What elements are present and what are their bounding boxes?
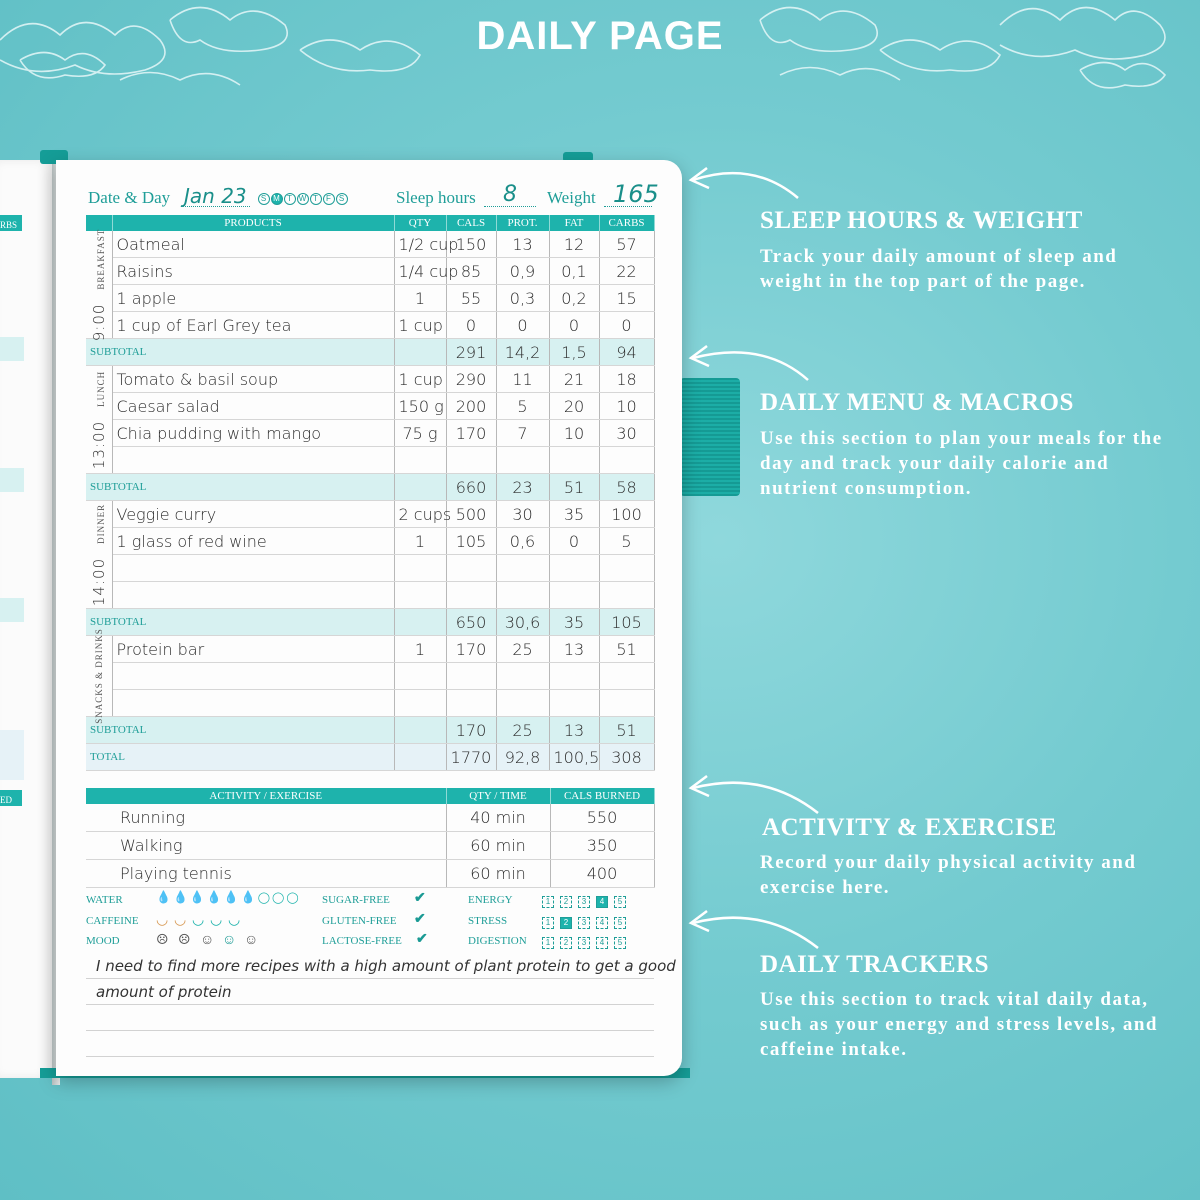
- value-cell[interactable]: [496, 447, 549, 474]
- stress-scale[interactable]: [542, 917, 632, 929]
- value-cell[interactable]: [394, 663, 446, 690]
- activity-cell[interactable]: Running: [86, 804, 446, 832]
- left-page-band: [0, 730, 24, 780]
- col-header-qty: QTY: [394, 215, 446, 231]
- caffeine-label: CAFFEINE: [86, 915, 139, 927]
- annotation-text-sleep: Track your daily amount of sleep and weight in the top part of the page.: [760, 246, 1118, 292]
- value-cell[interactable]: 75 g: [394, 420, 446, 447]
- mood-face-icon[interactable]: ☺: [244, 933, 261, 948]
- subtotal-value[interactable]: 1,5: [549, 339, 599, 366]
- food-row: [86, 663, 654, 690]
- food-row: [86, 447, 654, 474]
- subtotal-row: [86, 339, 654, 366]
- activity-value[interactable]: 550: [550, 804, 654, 832]
- activity-cell[interactable]: Playing tennis: [86, 860, 446, 888]
- value-cell[interactable]: 100: [599, 501, 654, 528]
- scale-box[interactable]: 4: [596, 937, 608, 949]
- value-cell[interactable]: 0: [446, 312, 496, 339]
- energy-scale[interactable]: [542, 896, 632, 908]
- value-cell[interactable]: 0,1: [549, 258, 599, 285]
- sugar-free-label: SUGAR-FREE: [322, 894, 390, 906]
- value-cell[interactable]: [599, 555, 654, 582]
- scale-box[interactable]: 3: [578, 917, 590, 929]
- total-value[interactable]: 308: [599, 744, 654, 771]
- subtotal-value[interactable]: 660: [446, 474, 496, 501]
- notes-line-2[interactable]: amount of protein: [96, 983, 232, 1001]
- subtotal-value[interactable]: 25: [496, 717, 549, 744]
- meal-side-label: [86, 628, 112, 724]
- weekday-5[interactable]: F: [323, 193, 335, 205]
- value-cell[interactable]: 1: [394, 528, 446, 555]
- water-drop-icon[interactable]: 💧: [240, 890, 258, 904]
- scale-box[interactable]: 4: [596, 917, 608, 929]
- left-page-header-bar: RBS: [0, 215, 22, 231]
- product-cell[interactable]: 1 glass of red wine: [112, 528, 394, 555]
- subtotal-row: [86, 609, 654, 636]
- col-header-carbs: CARBS: [599, 215, 654, 231]
- weekday-1[interactable]: M: [271, 193, 283, 205]
- notes-line: [86, 1056, 654, 1057]
- product-cell[interactable]: Caesar salad: [112, 393, 394, 420]
- activity-value[interactable]: 60 min: [446, 832, 550, 860]
- water-drop-icon[interactable]: ◯: [272, 892, 287, 904]
- scale-box[interactable]: 5: [614, 937, 626, 949]
- value-cell[interactable]: 0: [549, 312, 599, 339]
- value-cell[interactable]: 30: [599, 420, 654, 447]
- lactose-free-check-icon[interactable]: ✔: [416, 932, 428, 947]
- notes-line: [86, 978, 654, 979]
- value-cell[interactable]: 21: [549, 366, 599, 393]
- activity-row: [86, 860, 654, 888]
- total-label: TOTAL: [86, 744, 394, 771]
- annotation-text-trackers: Use this section to track vital daily data, such as your energy and stress levels, and caffeine intake.: [760, 989, 1158, 1060]
- total-qty-cell: [394, 744, 446, 771]
- left-page-band: [0, 598, 24, 622]
- value-cell[interactable]: 290: [446, 366, 496, 393]
- product-cell[interactable]: [112, 663, 394, 690]
- total-row: [86, 744, 654, 771]
- weekday-selector[interactable]: [258, 193, 349, 205]
- value-cell[interactable]: 1/2 cup: [394, 231, 446, 258]
- scale-box[interactable]: 3: [578, 896, 590, 908]
- subtotal-value[interactable]: 23: [496, 474, 549, 501]
- scale-box[interactable]: 2: [560, 937, 572, 949]
- caffeine-tracker[interactable]: [156, 912, 246, 929]
- value-cell[interactable]: 51: [599, 636, 654, 663]
- product-cell[interactable]: Chia pudding with mango: [112, 420, 394, 447]
- water-drop-icon[interactable]: 💧: [156, 890, 173, 904]
- value-cell[interactable]: 170: [446, 420, 496, 447]
- value-cell[interactable]: [549, 690, 599, 717]
- subtotal-value[interactable]: 291: [446, 339, 496, 366]
- value-cell[interactable]: [446, 555, 496, 582]
- subtotal-value[interactable]: 30,6: [496, 609, 549, 636]
- arrow-icon: [683, 158, 803, 208]
- meal-time: 14:00: [89, 557, 108, 606]
- value-cell[interactable]: 85: [446, 258, 496, 285]
- value-cell[interactable]: 7: [496, 420, 549, 447]
- value-cell[interactable]: 10: [549, 420, 599, 447]
- meal-name: DINNER: [95, 503, 106, 544]
- coffee-cup-icon[interactable]: ◡: [174, 913, 189, 928]
- date-value[interactable]: Jan 23: [184, 184, 247, 208]
- mood-face-icon[interactable]: ☹: [156, 933, 171, 948]
- activity-value[interactable]: 60 min: [446, 860, 550, 888]
- value-cell[interactable]: 5: [496, 393, 549, 420]
- mood-face-icon[interactable]: ☹: [178, 933, 193, 948]
- gluten-free-check-icon[interactable]: ✔: [414, 912, 426, 927]
- page-title: DAILY PAGE: [476, 14, 724, 58]
- value-cell[interactable]: 170: [446, 636, 496, 663]
- value-cell[interactable]: [496, 582, 549, 609]
- product-cell[interactable]: Tomato & basil soup: [112, 366, 394, 393]
- value-cell[interactable]: 1 cup: [394, 312, 446, 339]
- food-row: [86, 528, 654, 555]
- notes-line-1[interactable]: I need to find more recipes with a high amount of plant protein to get a good: [96, 957, 676, 975]
- value-cell[interactable]: [599, 582, 654, 609]
- product-cell[interactable]: [112, 582, 394, 609]
- mood-face-icon[interactable]: ☺: [200, 933, 217, 948]
- water-drop-icon[interactable]: 💧: [172, 890, 190, 904]
- value-cell[interactable]: 13: [496, 231, 549, 258]
- value-cell[interactable]: [549, 447, 599, 474]
- weekday-0[interactable]: S: [258, 193, 270, 205]
- value-cell[interactable]: 0: [496, 312, 549, 339]
- digestion-scale[interactable]: [542, 937, 632, 949]
- digestion-label: DIGESTION: [468, 935, 527, 947]
- lactose-free-label: LACTOSE-FREE: [322, 935, 402, 947]
- food-log-table: [86, 215, 655, 771]
- value-cell[interactable]: 15: [599, 285, 654, 312]
- activity-col-header: ACTIVITY / EXERCISE: [86, 788, 446, 804]
- value-cell[interactable]: 0,3: [496, 285, 549, 312]
- product-cell[interactable]: Protein bar: [112, 636, 394, 663]
- activity-value[interactable]: 350: [550, 832, 654, 860]
- value-cell[interactable]: 35: [549, 501, 599, 528]
- value-cell[interactable]: 0,2: [549, 285, 599, 312]
- meal-time: 13:00: [89, 420, 108, 469]
- value-cell[interactable]: 22: [599, 258, 654, 285]
- food-row: [86, 285, 654, 312]
- coffee-cup-icon[interactable]: ◡: [192, 913, 207, 928]
- energy-label: ENERGY: [468, 894, 513, 906]
- food-row: [86, 501, 654, 528]
- coffee-cup-icon[interactable]: ◡: [210, 913, 225, 928]
- subtotal-value[interactable]: 94: [599, 339, 654, 366]
- col-header-cals: CALS: [446, 215, 496, 231]
- subtotal-label: SUBTOTAL: [86, 717, 394, 744]
- arrow-icon: [683, 768, 823, 818]
- weekday-2[interactable]: T: [284, 193, 296, 205]
- value-cell[interactable]: 12: [549, 231, 599, 258]
- mood-face-icon[interactable]: ☺: [222, 933, 239, 948]
- sugar-free-check-icon[interactable]: ✔: [414, 891, 426, 906]
- value-cell[interactable]: 150 g: [394, 393, 446, 420]
- date-underline: [182, 206, 250, 207]
- food-row: [86, 258, 654, 285]
- water-drop-icon[interactable]: 💧: [206, 890, 224, 904]
- subtotal-value[interactable]: 51: [549, 474, 599, 501]
- weight-label: Weight: [547, 188, 596, 207]
- food-row: [86, 690, 654, 717]
- water-label: WATER: [86, 894, 123, 906]
- total-value[interactable]: 92,8: [496, 744, 549, 771]
- activity-cell[interactable]: Walking: [86, 832, 446, 860]
- total-value[interactable]: 1770: [446, 744, 496, 771]
- value-cell[interactable]: 55: [446, 285, 496, 312]
- water-drop-icon[interactable]: ◯: [257, 892, 273, 904]
- product-cell[interactable]: Raisins: [112, 258, 394, 285]
- value-cell[interactable]: [496, 690, 549, 717]
- subtotal-qty-cell: [394, 339, 446, 366]
- scale-box[interactable]: 1: [542, 917, 554, 929]
- activity-value[interactable]: 40 min: [446, 804, 550, 832]
- subtotal-qty-cell: [394, 474, 446, 501]
- subtotal-qty-cell: [394, 717, 446, 744]
- meal-name: SNACKS & DRINKS: [93, 628, 104, 724]
- meal-name: BREAKFAST: [95, 228, 106, 290]
- water-drop-icon[interactable]: 💧: [223, 890, 241, 904]
- date-label: Date & Day: [88, 188, 171, 207]
- value-cell[interactable]: 1/4 cup: [394, 258, 446, 285]
- left-page-edge: [0, 160, 53, 1078]
- value-cell[interactable]: [549, 555, 599, 582]
- food-row: [86, 366, 654, 393]
- value-cell[interactable]: 0: [549, 528, 599, 555]
- value-cell[interactable]: 0: [599, 312, 654, 339]
- qty-time-col-header: QTY / TIME: [446, 788, 550, 804]
- subtotal-value[interactable]: 35: [549, 609, 599, 636]
- value-cell[interactable]: 11: [496, 366, 549, 393]
- value-cell[interactable]: 2 cups: [394, 501, 446, 528]
- activity-value[interactable]: 400: [550, 860, 654, 888]
- weight-value[interactable]: 165: [613, 180, 659, 208]
- scale-box[interactable]: 2: [560, 896, 572, 908]
- daily-page: [56, 160, 682, 1076]
- food-row: [86, 555, 654, 582]
- activity-table: [86, 788, 655, 888]
- coffee-cup-icon[interactable]: ◡: [156, 913, 171, 928]
- meal-side-label: [86, 501, 112, 609]
- elastic-band-closure: [680, 378, 740, 496]
- scale-box[interactable]: 2: [560, 917, 572, 929]
- subtotal-value[interactable]: 13: [549, 717, 599, 744]
- col-header-prot: PROT.: [496, 215, 549, 231]
- total-value[interactable]: 100,5: [549, 744, 599, 771]
- value-cell[interactable]: 1 cup: [394, 366, 446, 393]
- food-row: [86, 231, 654, 258]
- meal-name: LUNCH: [95, 370, 106, 407]
- value-cell[interactable]: 13: [549, 636, 599, 663]
- scale-box[interactable]: 4: [596, 896, 608, 908]
- subtotal-value[interactable]: 105: [599, 609, 654, 636]
- product-cell[interactable]: 1 apple: [112, 285, 394, 312]
- water-drop-icon[interactable]: ◯: [286, 892, 301, 904]
- col-header-products: PRODUCTS: [112, 215, 394, 231]
- scale-box[interactable]: 3: [578, 937, 590, 949]
- food-row: [86, 582, 654, 609]
- value-cell[interactable]: [599, 663, 654, 690]
- value-cell[interactable]: [446, 663, 496, 690]
- value-cell[interactable]: 18: [599, 366, 654, 393]
- col-header-fat: FAT: [549, 215, 599, 231]
- arrow-icon: [683, 903, 823, 953]
- mood-label: MOOD: [86, 935, 120, 947]
- value-cell[interactable]: 10: [599, 393, 654, 420]
- scale-box[interactable]: 1: [542, 937, 554, 949]
- product-cell[interactable]: [112, 447, 394, 474]
- value-cell[interactable]: 20: [549, 393, 599, 420]
- value-cell[interactable]: 30: [496, 501, 549, 528]
- annotation-heading-activity: ACTIVITY & EXERCISE: [762, 814, 1057, 841]
- product-cell[interactable]: [112, 555, 394, 582]
- weekday-3[interactable]: W: [298, 194, 308, 203]
- value-cell[interactable]: 5: [599, 528, 654, 555]
- meal-time: 9:00: [89, 303, 108, 341]
- food-table-header: [86, 215, 654, 231]
- value-cell[interactable]: 150: [446, 231, 496, 258]
- scale-box[interactable]: 5: [614, 896, 626, 908]
- value-cell[interactable]: 1: [394, 636, 446, 663]
- annotation-text-menu: Use this section to plan your meals for the day and track your daily calorie and nutrient consumption.: [760, 428, 1163, 499]
- value-cell[interactable]: 200: [446, 393, 496, 420]
- product-cell[interactable]: 1 cup of Earl Grey tea: [112, 312, 394, 339]
- value-cell[interactable]: 0,9: [496, 258, 549, 285]
- value-cell[interactable]: 0,6: [496, 528, 549, 555]
- subtotal-value[interactable]: 58: [599, 474, 654, 501]
- food-row: [86, 420, 654, 447]
- mood-tracker[interactable]: [156, 932, 266, 949]
- meal-side-label: [86, 366, 112, 474]
- notes-line: [86, 1004, 654, 1005]
- value-cell[interactable]: [446, 447, 496, 474]
- food-row: [86, 636, 654, 663]
- value-cell[interactable]: 105: [446, 528, 496, 555]
- subtotal-label: SUBTOTAL: [86, 474, 394, 501]
- value-cell[interactable]: [446, 690, 496, 717]
- scale-box[interactable]: 5: [614, 917, 626, 929]
- subtotal-value[interactable]: 51: [599, 717, 654, 744]
- value-cell[interactable]: [394, 582, 446, 609]
- value-cell[interactable]: [394, 447, 446, 474]
- weekday-6[interactable]: S: [336, 193, 348, 205]
- value-cell[interactable]: 57: [599, 231, 654, 258]
- subtotal-label: SUBTOTAL: [86, 609, 394, 636]
- annotation-heading-trackers: DAILY TRACKERS: [760, 951, 990, 978]
- cals-burned-col-header: CALS BURNED: [550, 788, 654, 804]
- subtotal-label: SUBTOTAL: [86, 339, 394, 366]
- scale-box[interactable]: 1: [542, 896, 554, 908]
- value-cell[interactable]: [394, 690, 446, 717]
- value-cell[interactable]: [599, 447, 654, 474]
- subtotal-value[interactable]: 14,2: [496, 339, 549, 366]
- product-cell[interactable]: [112, 690, 394, 717]
- subtotal-qty-cell: [394, 609, 446, 636]
- subtotal-row: [86, 717, 654, 744]
- left-page-activity-bar: ED: [0, 790, 22, 806]
- value-cell[interactable]: [496, 555, 549, 582]
- value-cell[interactable]: [599, 690, 654, 717]
- food-row: [86, 312, 654, 339]
- meal-side-label: [86, 228, 112, 341]
- product-cell[interactable]: Veggie curry: [112, 501, 394, 528]
- subtotal-value[interactable]: 170: [446, 717, 496, 744]
- arrow-icon: [683, 338, 813, 388]
- value-cell[interactable]: [496, 663, 549, 690]
- gluten-free-label: GLUTEN-FREE: [322, 915, 397, 927]
- sleep-label: Sleep hours: [396, 188, 476, 207]
- activity-row: [86, 832, 654, 860]
- sleep-value[interactable]: 8: [503, 182, 517, 207]
- value-cell[interactable]: [549, 582, 599, 609]
- left-page-band: [0, 337, 24, 361]
- weekday-4[interactable]: T: [310, 193, 322, 205]
- value-cell[interactable]: [394, 555, 446, 582]
- activity-row: [86, 804, 654, 832]
- product-cell[interactable]: Oatmeal: [112, 231, 394, 258]
- annotation-heading-sleep: SLEEP HOURS & WEIGHT: [760, 207, 1083, 234]
- coffee-cup-icon[interactable]: ◡: [228, 913, 243, 928]
- subtotal-row: [86, 474, 654, 501]
- value-cell[interactable]: 1: [394, 285, 446, 312]
- left-page-band: [0, 468, 24, 492]
- annotation-text-activity: Record your daily physical activity and exercise here.: [760, 852, 1137, 898]
- stress-label: STRESS: [468, 915, 508, 927]
- water-tracker[interactable]: [156, 890, 301, 906]
- value-cell[interactable]: [549, 663, 599, 690]
- value-cell[interactable]: [446, 582, 496, 609]
- activity-table-header: [86, 788, 654, 804]
- value-cell[interactable]: 500: [446, 501, 496, 528]
- food-row: [86, 393, 654, 420]
- water-drop-icon[interactable]: 💧: [189, 890, 207, 904]
- value-cell[interactable]: 25: [496, 636, 549, 663]
- notes-line: [86, 1030, 654, 1031]
- subtotal-value[interactable]: 650: [446, 609, 496, 636]
- annotation-heading-menu: DAILY MENU & MACROS: [760, 389, 1074, 416]
